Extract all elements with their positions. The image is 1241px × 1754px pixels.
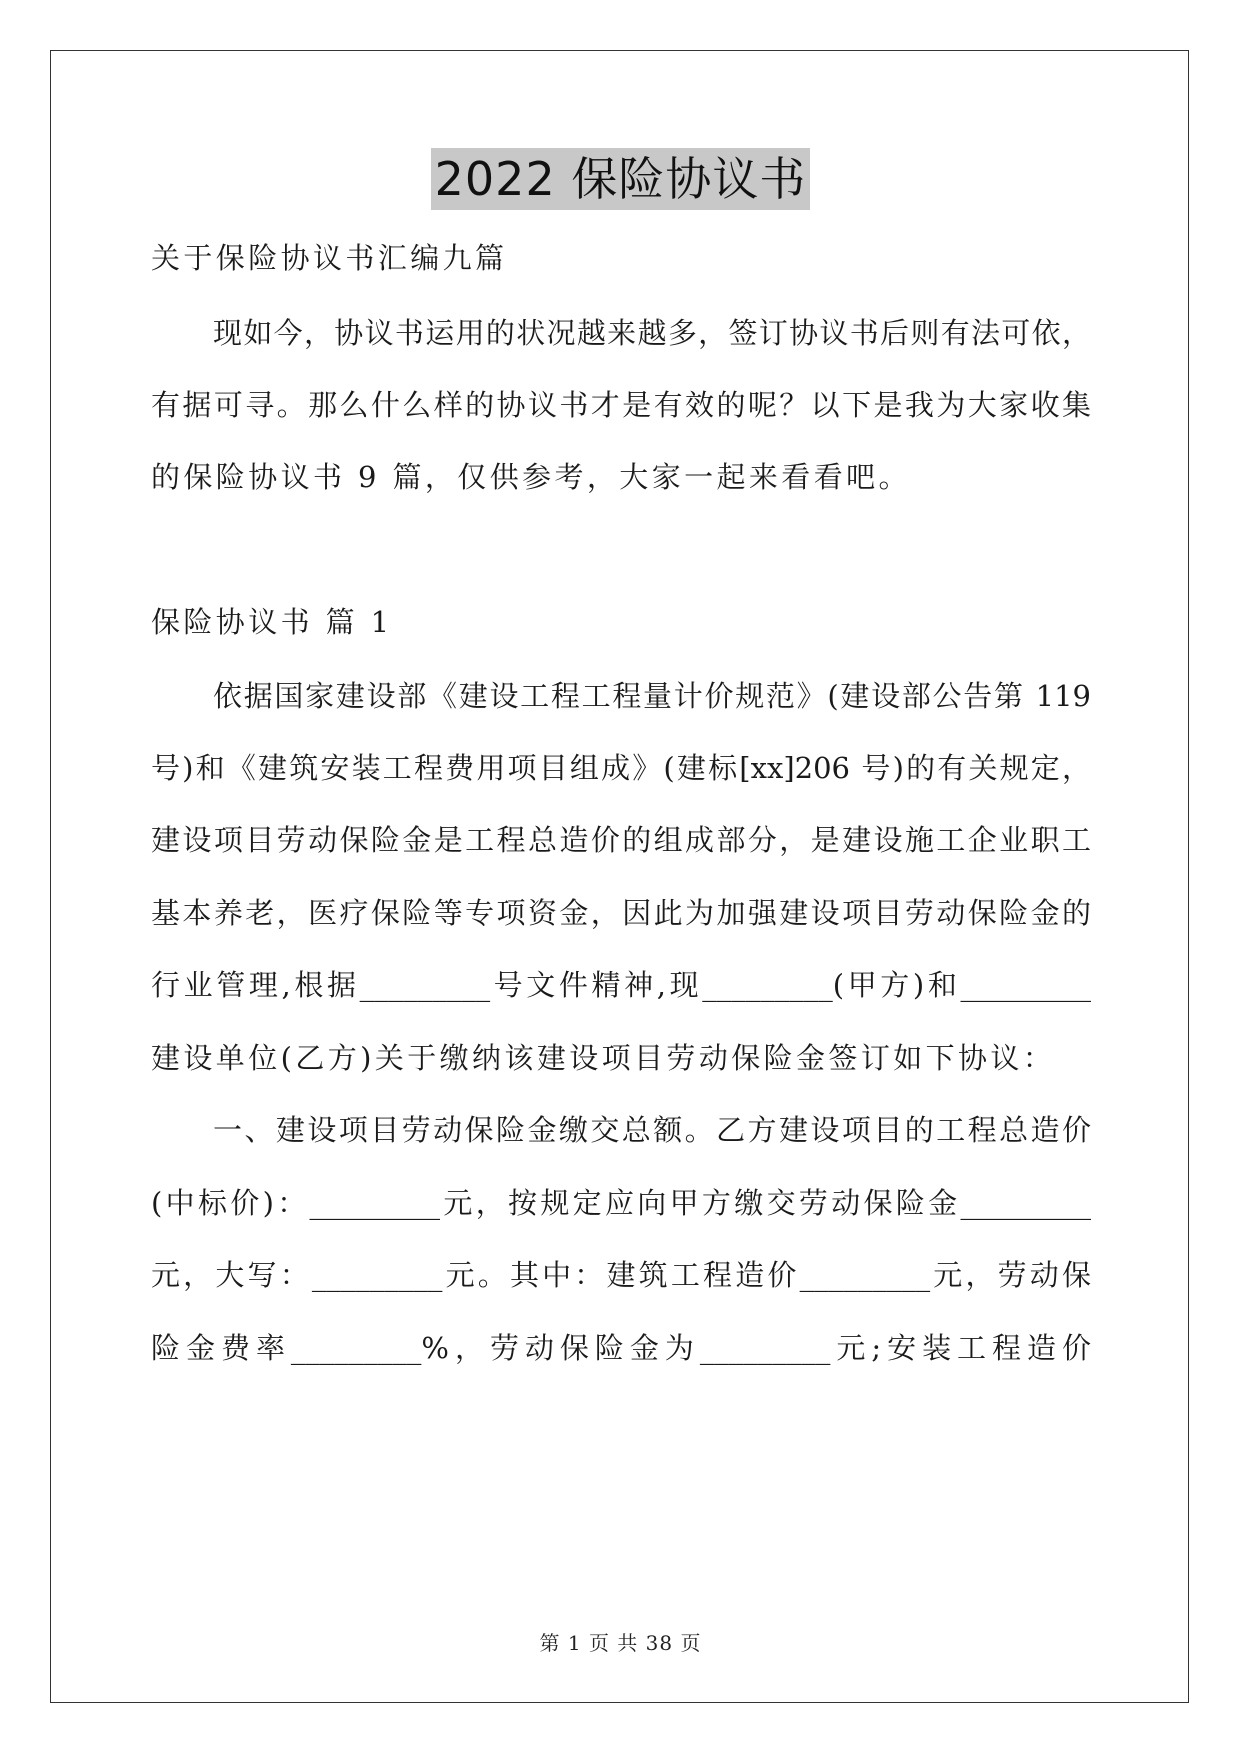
body-line-8: (中标价)：_________元，按规定应向甲方缴交劳动保险金_________ (151, 1186, 1091, 1220)
body-line-7: 一、建设项目劳动保险金缴交总额。乙方建设项目的工程总造价 (213, 1113, 1091, 1147)
intro-line-1: 现如今，协议书运用的状况越来越多，签订协议书后则有法可依， (213, 316, 1091, 350)
page-border (50, 50, 1189, 1703)
body-line-5: 行业管理,根据_________号文件精神,现_________(甲方)和_________ (151, 968, 1091, 1002)
intro-line-2: 有据可寻。那么什么样的协议书才是有效的呢？以下是我为大家收集 (151, 388, 1091, 422)
body-line-4: 基本养老，医疗保险等专项资金，因此为加强建设项目劳动保险金的 (151, 896, 1091, 930)
body-line-6: 建设单位(乙方)关于缴纳该建设项目劳动保险金签订如下协议： (151, 1041, 1056, 1075)
intro-line-3: 的保险协议书 9 篇，仅供参考，大家一起来看看吧。 (151, 460, 911, 494)
page-footer: 第 1 页 共 38 页 (539, 1631, 702, 1655)
body-line-3: 建设项目劳动保险金是工程总造价的组成部分，是建设施工企业职工 (151, 823, 1091, 857)
body-line-2: 号)和《建筑安装工程费用项目组成》(建标[xx]206 号)的有关规定， (151, 751, 1091, 785)
title-wrap (0, 148, 1241, 210)
document-title: 2022 保险协议书 (431, 148, 811, 210)
document-subtitle: 关于保险协议书汇编九篇 (151, 241, 508, 275)
body-line-9: 元，大写：_________元。其中：建筑工程造价_________元，劳动保 (151, 1258, 1091, 1292)
body-line-10: 险金费率_________%，劳动保险金为_________元;安装工程造价 (151, 1331, 1091, 1365)
body-line-1: 依据国家建设部《建设工程工程量计价规范》(建设部公告第 119 (213, 679, 1091, 713)
section-heading: 保险协议书 篇 1 (151, 605, 393, 639)
